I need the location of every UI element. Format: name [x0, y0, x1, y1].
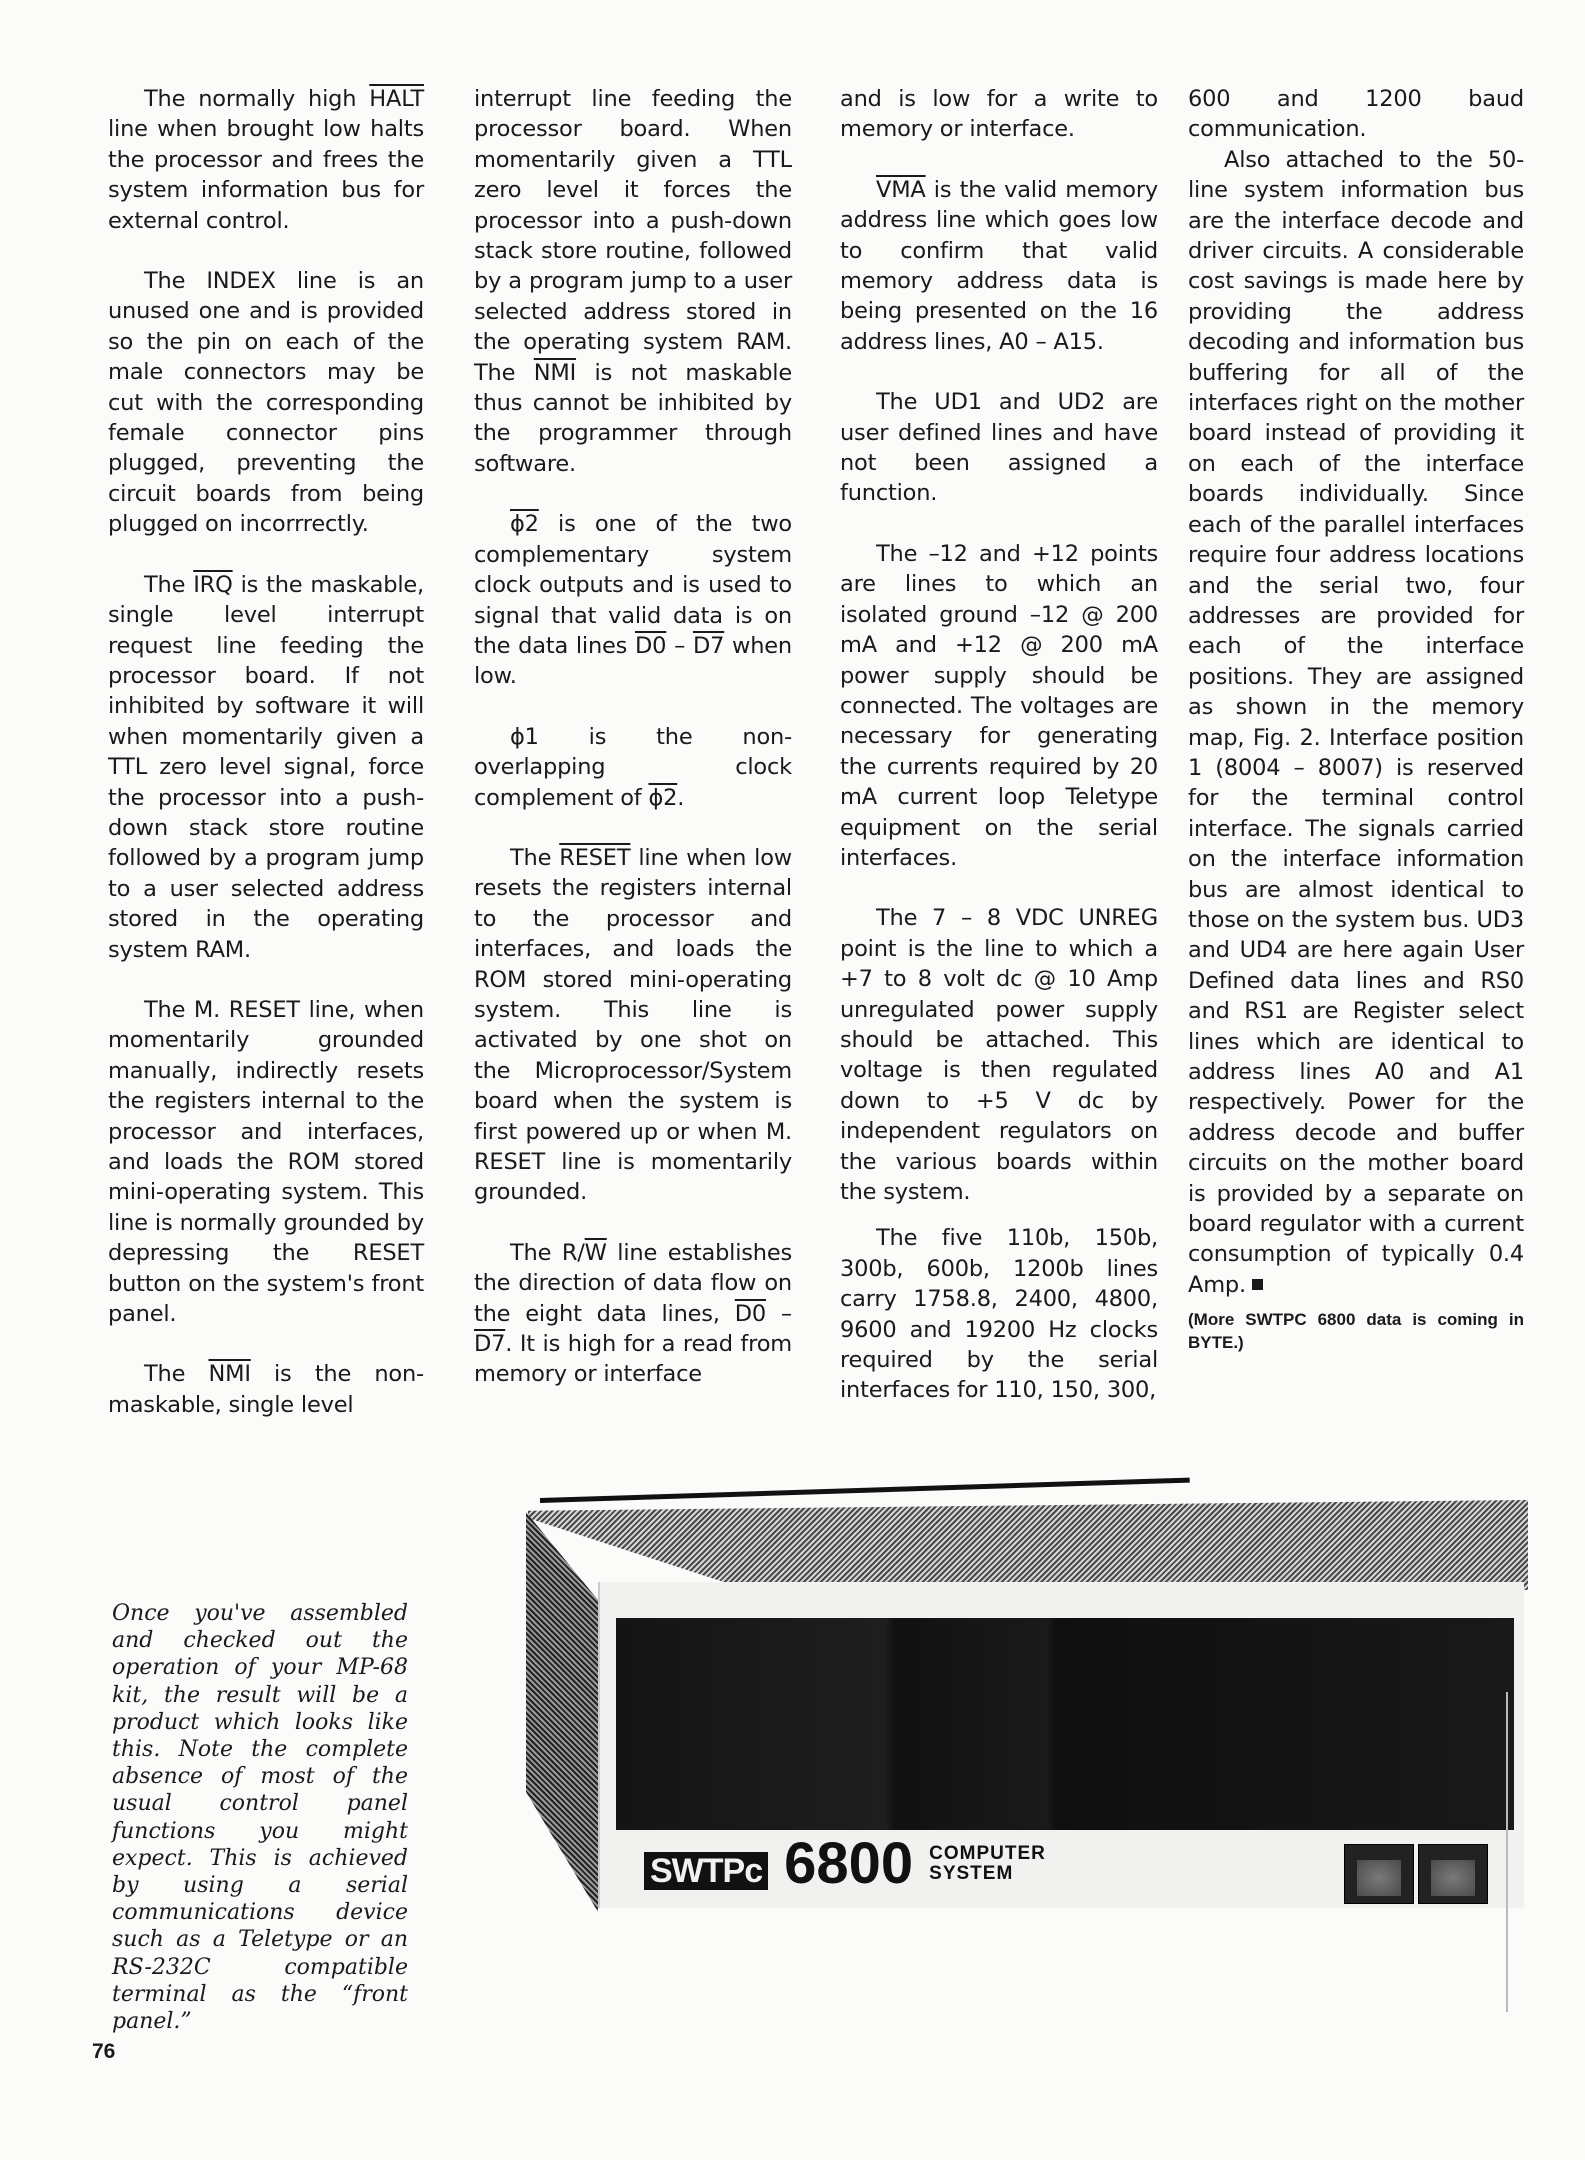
text: interrupt line feeding the processor board. When momentarily given a TTL zero level it forces the processor into a push-down stack store routine, followed by a program jump to a user selected address stored in the operating system RAM. The	[474, 86, 792, 386]
signal-vma: $\overline{VMA}$	[876, 176, 926, 203]
text: is the non-maskable, single level	[108, 1361, 424, 1418]
computer-photo	[520, 1470, 1540, 2030]
text-column-2	[474, 84, 792, 1420]
paragraph-ud: The UD1 and UD2 are user defined lines and have not been assigned a function.	[840, 389, 1158, 507]
signal-phi2: ϕ2	[648, 784, 678, 811]
paragraph-unreg: The 7 – 8 VDC UNREG point is the line to which a +7 to 8 volt dc @ 10 Amp unregulated power supply should be attached. This voltage is then regulated down to +5 V dc by independent regulators on the various boards within the system.	[840, 905, 1158, 1205]
paragraph-m-reset: The M. RESET line, when momentarily grounded manually, indirectly resets the registers internal to the processor and interfaces, and loads the ROM stored mini-operating system. This line is normally grounded by depressing the RESET button on the system's front panel.	[108, 996, 424, 1328]
cabinet-side-grille	[526, 1512, 598, 1912]
text: line when low resets the registers internal to the processor and interfaces, and loads the ROM stored mini-operating system. This line is activated by one shot on the Microprocessor/System board when the system is first powered up or when M. RESET line is momentarily grounded.	[474, 844, 792, 1206]
paragraph-rw	[474, 1238, 792, 1390]
signal-d7: D7	[474, 1331, 506, 1358]
text: is the maskable, single level interrupt request line feeding the processor board. If not inhibited by software it will when momentarily given a TTL zero level signal, force the processor into a push-down stack store routine followed by a program jump to a user selected address stored in the operating system RAM.	[108, 571, 424, 963]
system-name-line1: COMPUTER	[929, 1843, 1046, 1864]
cabinet-top-grille	[528, 1500, 1528, 1590]
signal-reset: RESET	[559, 844, 631, 871]
front-switches	[1344, 1844, 1488, 1904]
paragraph-vma	[840, 175, 1158, 357]
end-of-article-mark-icon	[1252, 1279, 1263, 1290]
signal-halt: HALT	[369, 86, 424, 112]
signal-nmi: $\overline{NMI}$	[533, 359, 577, 386]
brand-label	[644, 1831, 1046, 1896]
page-number: 76	[92, 2040, 116, 2063]
paragraph-reset	[474, 843, 792, 1208]
reset-switch-icon	[1418, 1844, 1488, 1904]
cabinet-top-edge	[540, 1478, 1190, 1503]
text: The normally high	[144, 86, 370, 112]
text: The	[144, 571, 194, 598]
paragraph-baud: The five 110b, 150b, 300b, 600b, 1200b lines carry 1758.8, 2400, 4800, 9600 and 19200 Hz clocks required by the serial interfaces for 110, 150, 300,	[840, 1225, 1158, 1404]
text: line establishes the direction of data flow on the eight data lines,	[474, 1239, 792, 1327]
paragraph-baud-cont: 600 and 1200 baud communication.	[1188, 86, 1524, 143]
continued-note: (More SWTPC 6800 data is coming in BYTE.)	[1188, 1310, 1524, 1353]
model-number: 6800	[784, 1831, 914, 1896]
signal-irq: $\overline{IRQ}$	[193, 571, 233, 598]
text: ϕ1 is the non-overlapping clock complement of	[474, 723, 792, 811]
swtpc-logo: SWTPc	[644, 1852, 768, 1890]
paragraph-rw-cont: and is low for a write to memory or interface.	[840, 86, 1158, 143]
text: line when brought low halts the processor and frees the system information bus for external control.	[108, 116, 424, 234]
text: is one of the two complementary system clock outputs and is used to signal that valid data is on the data lines	[474, 511, 792, 659]
text: .	[677, 784, 685, 811]
text-column-3	[840, 84, 1158, 1436]
text: The	[144, 1361, 209, 1388]
text-column-4	[1188, 84, 1524, 1384]
signal-w: $\overline{W}$	[584, 1239, 607, 1266]
paragraph-12v: The –12 and +12 points are lines to which an isolated ground –12 @ 200 mA and +12 @ 200 mA power supply should be connected. The voltages are necessary for generating the currents required by 20 mA current loop Teletype equipment on the serial interfaces.	[840, 540, 1158, 871]
text: The	[510, 844, 560, 871]
system-name	[929, 1844, 1046, 1884]
cabinet-edge	[1506, 1692, 1508, 2012]
paragraph-nmi-cont	[474, 84, 792, 479]
front-dark-panel	[616, 1618, 1514, 1830]
text: is not maskable thus cannot be inhibited by the programmer through software.	[474, 359, 792, 477]
signal-phi2: ϕ2	[510, 511, 539, 538]
text: Also attached to the 50-line system information bus are the interface decode and driver circuits. A considerable cost savings is made here by providing the address decoding and information bus buffering for all of the interfaces right on the mother board instead of providing it on each of the interface boards individually. Since each of the parallel interfaces require four address locations and the serial two, four addresses are provided for each of the interface positions. They are assigned as shown in the memory map, Fig. 2. Interface position 1 (8004 – 8007) is reserved for the terminal control interface. The signals carried on the interface information bus are almost identical to those on the system bus. UD3 and UD4 are here again User Defined data lines and RS0 and RS1 are Register select lines which are identical to address lines A0 and A1 respectively. Power for the address decode and buffer circuits on the mother board is provided by a separate on board regulator with a current consumption of typically 0.4 Amp.	[1188, 146, 1524, 1298]
power-switch-icon	[1344, 1844, 1414, 1904]
text: The R/	[510, 1239, 585, 1266]
signal-d0: D0	[734, 1300, 766, 1327]
text: . It is high for a read from memory or interface	[474, 1331, 792, 1388]
text: –	[765, 1300, 792, 1327]
paragraph-phi1	[474, 722, 792, 813]
text: –	[666, 632, 693, 659]
signal-nmi: $\overline{NMI}$	[208, 1361, 251, 1388]
cabinet-front	[598, 1582, 1524, 1908]
paragraph-index: The INDEX line is an unused one and is provided so the pin on each of the male connectors may be cut with the corresponding female connector pins plugged, preventing the circuit boards from being plugged on incorrrectly.	[108, 268, 424, 538]
text-column-1	[108, 84, 424, 1450]
signal-d0: D0	[635, 632, 667, 659]
system-name-line2: SYSTEM	[929, 1863, 1014, 1884]
text: when low.	[474, 632, 792, 690]
paragraph-nmi-start	[108, 1359, 424, 1420]
paragraph-interface-decode	[1188, 145, 1524, 1300]
paragraph-irq	[108, 570, 424, 965]
text: is the valid memory address line which goes low to confirm that valid memory address data is being presented on the 16 address lines, A0 – A15.	[840, 176, 1158, 355]
signal-d7: D7	[692, 632, 725, 659]
paragraph-phi2	[474, 509, 792, 691]
photo-caption: Once you've assembled and checked out the operation of your MP-68 kit, the result will be a product which looks like this. Note the complete absence of most of the usual control panel functions you might expect. This is achieved by using a serial communications device such as a Teletype or an RS-232C compatible terminal as the “front panel.”	[112, 1601, 408, 2035]
paragraph-halt	[108, 84, 424, 236]
